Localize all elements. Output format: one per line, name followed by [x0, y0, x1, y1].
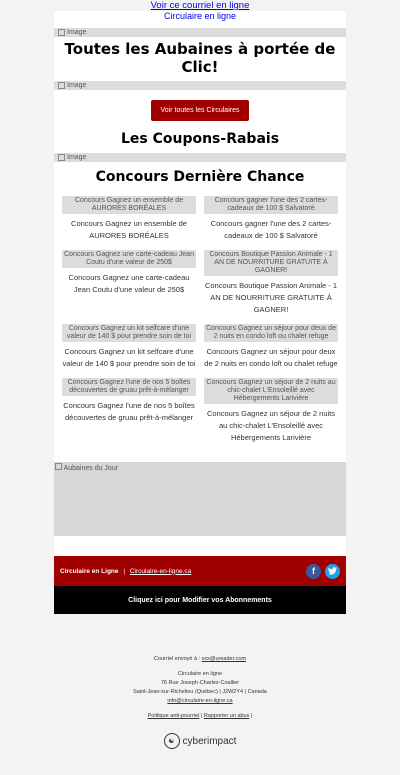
contest-image[interactable]: Concours Gagnez une carte-cadeau Jean Coutu d'une valeur de 250$ — [62, 250, 196, 268]
contest-image[interactable]: Concours Gagnez un séjour de 2 nuits au chic-chalet L'Ensoleillé avec Hébergements Larivière — [204, 378, 338, 404]
contest-image[interactable]: Concours Gagnez un kit selfcare d'une valeur de 140 $ pour prendre soin de toi — [62, 324, 196, 342]
sent-to-line: Courriel envoyé à : xxx@ureader.com — [153, 656, 247, 662]
contests-grid — [54, 196, 346, 452]
manage-subscriptions-button[interactable]: Cliquez ici pour Modifier vos Abonnements — [54, 586, 346, 614]
image-placeholder: Image — [54, 153, 346, 162]
contest-card[interactable] — [204, 250, 338, 316]
contest-text: Concours Gagnez une carte-cadeau Jean Coutu d'une valeur de 250$ — [68, 273, 190, 294]
contest-image[interactable]: Concours Gagnez un ensemble de AURORES BORÉALES — [62, 196, 196, 214]
footer-site-link[interactable]: Circulaire-en-ligne.ca — [129, 567, 192, 575]
facebook-icon[interactable]: f — [306, 564, 321, 579]
deals-banner[interactable] — [54, 462, 346, 536]
image-placeholder: Image — [54, 81, 346, 90]
contest-text: Concours Gagnez un séjour de 2 nuits au chic-chalet L'Ensoleillé avec Hébergements Larivière — [207, 409, 335, 442]
contest-text: Concours Boutique Passion Animale - 1 AN DE NOURRITURE GRATUITE À GAGNER! — [204, 281, 338, 314]
footer-separator: | — [123, 567, 126, 575]
headline: Toutes les Aubaines à portée de Clic! — [64, 40, 336, 76]
email-container — [54, 11, 346, 614]
contest-image[interactable]: Concours Boutique Passion Animale - 1 AN DE NOURRITURE GRATUITE À GAGNER! — [204, 250, 338, 276]
twitter-bird-shape — [328, 567, 337, 575]
contest-image[interactable]: Concours Gagnez l'une de nos 5 boîtes découvertes de gruau prêt-à-mélanger — [62, 378, 196, 396]
contest-card[interactable] — [62, 250, 196, 316]
cta-wrap — [54, 99, 346, 121]
footer-bar — [54, 556, 346, 586]
contest-card[interactable] — [62, 196, 196, 242]
coupons-title: Les Coupons-Rabais — [120, 131, 280, 147]
cyberimpact-label: cyberimpact — [182, 735, 237, 747]
legal-links: Politique anti-pourriel | Rapporter un abus | — [147, 713, 253, 719]
view-online-link-wrap — [0, 0, 400, 11]
view-flyers-button[interactable]: Voir toutes les Circulaires — [151, 100, 250, 121]
anti-spam-policy-link[interactable]: Politique anti-pourriel — [147, 713, 200, 719]
footer-brand: Circulaire en Ligne — [60, 567, 119, 575]
contest-text: Concours gagner l'une des 2 cartes-cadeaux de 100 $ Salvatoré — [210, 219, 332, 240]
address-line-1: 76 Rue Joseph-Charles-Coallier — [160, 680, 240, 686]
email-footer-info — [0, 655, 400, 749]
broken-image-icon — [58, 154, 65, 161]
contest-text: Concours Gagnez un séjour pour deux de 2 nuits en condo loft ou chalet refuge — [204, 347, 338, 368]
contest-card[interactable] — [62, 324, 196, 370]
sent-email-link[interactable]: xxx@ureader.com — [201, 656, 247, 662]
cyberimpact-logo[interactable] — [0, 733, 400, 749]
address-line-2: Saint-Jean-sur-Richelieu (Québec) | J2W2Y4 | Canada — [133, 689, 267, 695]
view-online-link[interactable]: Voir ce courriel en ligne — [150, 0, 250, 11]
contest-text: Concours Gagnez l'une de nos 5 boîtes découvertes de gruau prêt-à-mélanger — [63, 401, 195, 422]
social-links — [306, 564, 340, 579]
banner-alt: Aubaines du Jour — [63, 465, 119, 472]
contest-text: Concours Gagnez un ensemble de AURORES BORÉALES — [71, 219, 187, 240]
contest-card[interactable] — [62, 378, 196, 444]
contact-email-link[interactable]: info@circulaire-en-ligne.ca — [167, 698, 233, 704]
image-placeholder: Image — [54, 28, 346, 37]
contests-title: Concours Dernière Chance — [95, 169, 305, 185]
contest-card[interactable] — [204, 196, 338, 242]
contest-image[interactable]: Concours Gagnez un séjour pour deux de 2 nuits en condo loft ou chalet refuge — [204, 324, 338, 342]
contest-text: Concours Gagnez un kit selfcare d'une valeur de 140 $ pour prendre soin de toi — [62, 347, 196, 368]
broken-image-icon — [58, 82, 65, 89]
logo-image[interactable]: Circulaire en ligne — [163, 11, 237, 21]
contest-card[interactable] — [204, 324, 338, 370]
contest-image[interactable]: Concours gagner l'une des 2 cartes-cadeaux de 100 $ Salvatoré — [204, 196, 338, 214]
cyberimpact-icon: ☯ — [164, 733, 180, 749]
broken-image-icon — [58, 29, 65, 36]
broken-image-icon — [55, 463, 62, 470]
report-abuse-link[interactable]: Rapporter un abus — [203, 713, 250, 719]
contest-card[interactable] — [204, 378, 338, 444]
footer-label — [60, 568, 191, 575]
twitter-icon[interactable] — [325, 564, 340, 579]
company-name: Circulaire en ligne — [177, 671, 223, 677]
